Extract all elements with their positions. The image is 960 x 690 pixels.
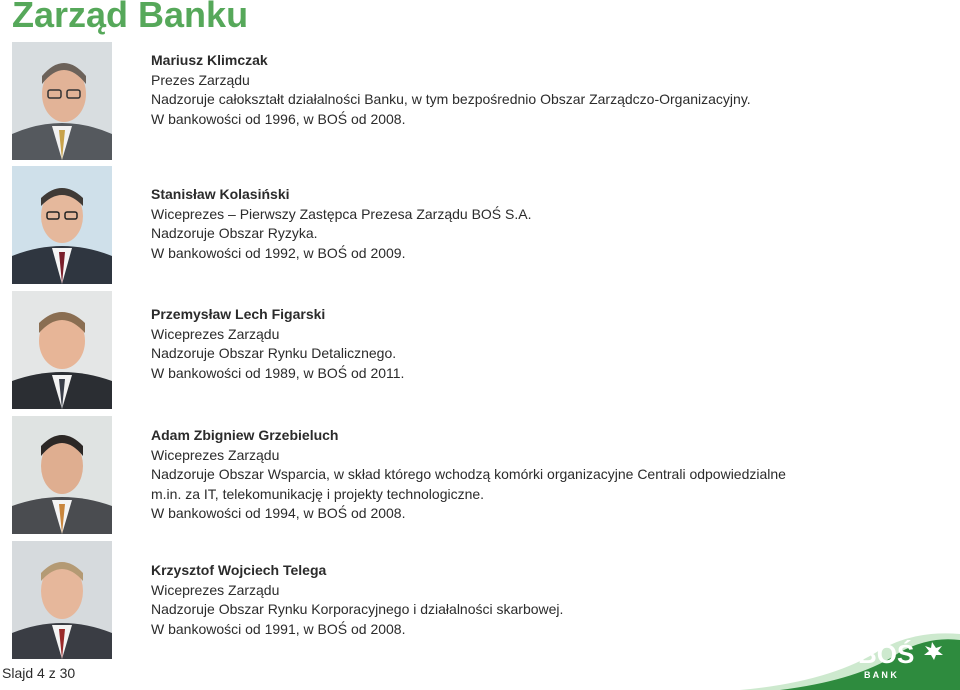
member-detail: Nadzoruje Obszar Wsparcia, w skład którego wchodzą komórki organizacyjne Centrali odpowiedzialne [151, 466, 786, 482]
member-detail: Nadzoruje Obszar Rynku Detalicznego. [151, 345, 397, 361]
member-photo [12, 416, 112, 534]
portrait-photo [12, 42, 112, 160]
member-role: Wiceprezes – Pierwszy Zastępca Prezesa Zarządu BOŚ S.A. [151, 205, 532, 222]
member-detail: m.in. za IT, telekomunikację i projekty technologiczne. [151, 485, 485, 502]
member-bio [151, 426, 851, 524]
member-name: Mariusz Klimczak [151, 52, 268, 68]
slide-counter: Slajd 4 z 30 [2, 665, 76, 681]
member-photo [12, 541, 112, 659]
member-name: Przemysław Lech Figarski [151, 306, 326, 322]
member-role: Prezes Zarządu [151, 71, 250, 88]
logo-subtext: B A N K [864, 670, 897, 680]
member-bio [151, 51, 851, 129]
member-detail: W bankowości od 1989, w BOŚ od 2011. [151, 364, 405, 381]
maple-leaf-icon [924, 642, 943, 660]
brand-footer-band [740, 630, 960, 690]
member-detail: Nadzoruje całokształt działalności Banku, w tym bezpośrednio Obszar Zarządczo-Organizacyjny. [151, 91, 751, 107]
member-photo [12, 166, 112, 284]
member-bio [151, 305, 851, 383]
member-bio [151, 185, 851, 263]
member-detail: Nadzoruje Obszar Rynku Korporacyjnego i działalności skarbowej. [151, 601, 564, 617]
slide-title: Zarząd Banku [12, 0, 249, 35]
member-photo [12, 42, 112, 160]
portrait-photo [12, 166, 112, 284]
member-role: Wiceprezes Zarządu [151, 581, 280, 598]
portrait-photo [12, 291, 112, 409]
member-bio [151, 561, 851, 639]
logo-wordmark: BOŚ [858, 639, 915, 669]
member-name: Krzysztof Wojciech Telega [151, 562, 327, 578]
member-photo [12, 291, 112, 409]
member-detail: W bankowości od 1994, w BOŚ od 2008. [151, 505, 406, 521]
member-role: Wiceprezes Zarządu [151, 446, 280, 463]
bos-bank-logo [854, 636, 950, 682]
member-role: Wiceprezes Zarządu [151, 325, 280, 342]
member-detail: W bankowości od 1996, w BOŚ od 2008. [151, 110, 406, 127]
member-detail: W bankowości od 1992, w BOŚ od 2009. [151, 244, 406, 261]
member-detail: Nadzoruje Obszar Ryzyka. [151, 225, 318, 241]
member-name: Stanisław Kolasiński [151, 186, 290, 202]
member-name: Adam Zbigniew Grzebieluch [151, 427, 339, 443]
member-detail: W bankowości od 1991, w BOŚ od 2008. [151, 620, 406, 637]
portrait-photo [12, 416, 112, 534]
portrait-photo [12, 541, 112, 659]
